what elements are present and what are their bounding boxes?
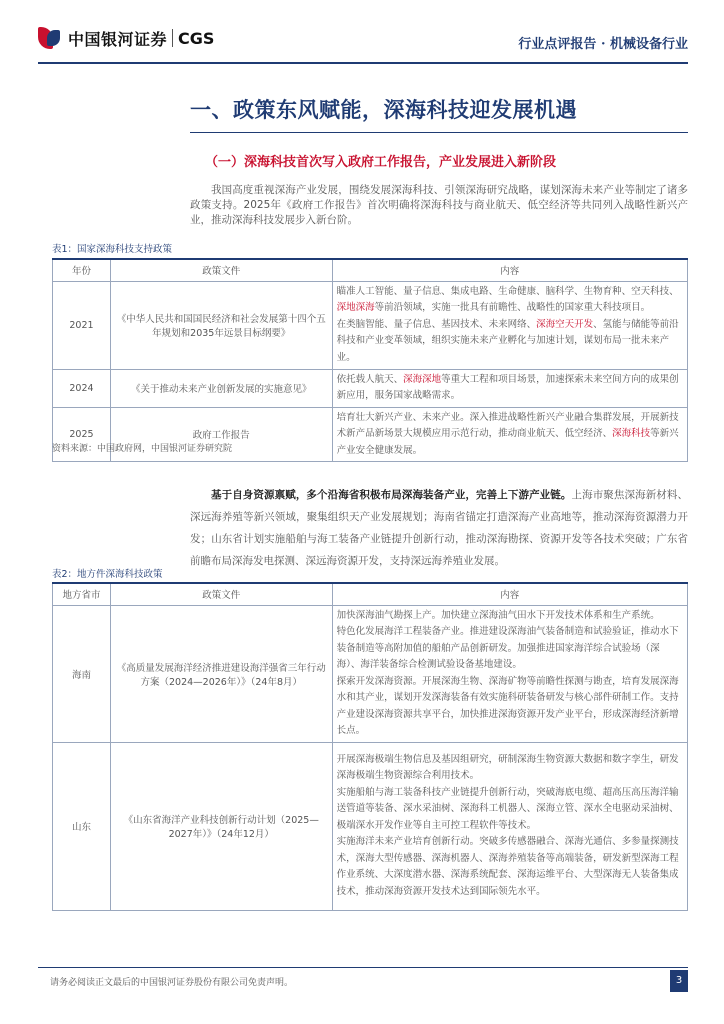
col-header-region: 地方省市: [53, 583, 111, 605]
cell-region: 山东: [53, 742, 111, 910]
cell-doc: 政府工作报告: [110, 407, 332, 462]
cell-content: 开展深海极端生物信息及基因组研究，研制深海生物资源大数据和数字孪生，研发深海极端生物资源综合利用技术。 实施船舶与海工装备科技产业链提升创新行动，突破海底电缆、超高压高压海洋输送管道等装备、深水采油树、深海科工机器人、深海立管、深水全电驱动采油树、极端深水开发作业等自主可控工程软件等技术。 实施海洋未来产业培育创新行动。突破多传感器融合、深海光通信、多参量探测技术，深海大型传感器、深海机器人、深海养殖装备等高端装备，研发新型深海工程作业系统、大深度潜水器、深海系统配套、深海运维平台、大型深海无人装备集成技术，推动深海资源开发技术达到国际领先水平。: [332, 742, 687, 910]
col-header-doc: 政策文件: [110, 583, 332, 605]
logo-text: 中国银河证券: [68, 29, 168, 49]
section-subtitle: （一）深海科技首次写入政府工作报告，产业发展进入新阶段: [205, 155, 557, 170]
page-header: [38, 26, 688, 58]
table-row: [53, 281, 688, 369]
table-row: [53, 742, 688, 910]
col-header-content: 内容: [332, 259, 687, 281]
cell-year: 2021: [53, 281, 111, 369]
cell-doc: 《山东省海洋产业科技创新行动计划（2025—2027年）》（24年12月）: [110, 742, 332, 910]
highlight-text: 深地深海: [336, 302, 375, 314]
paragraph-bold-lead: 基于自身资源禀赋，多个沿海省积极布局深海装备产业，完善上下游产业链。: [211, 489, 572, 501]
cell-year: 2025: [53, 407, 111, 462]
footer-disclaimer: 请务必阅读正文最后的中国银河证券股份有限公司免责声明。: [50, 978, 294, 988]
table1-caption: 表1：国家深海科技支持政策: [52, 244, 173, 255]
highlight-text: 深海科技: [612, 428, 651, 439]
highlight-text: 深海深地: [403, 373, 442, 385]
page-number: 3: [670, 970, 688, 992]
cell-content: 加快深海油气勘探上产。加快建立深海油气田水下开发技术体系和生产系统。 特色化发展海洋工程装备产业。推进建设深海油气装备制造和试验验证，推动水下装备制造等高附加值的船舶产品创新研发。加强推进国家海洋综合试验场（深海）、海洋装备综合检测试验设备基地建设。 探索开发深海资源。开展深海生物、深海矿物等前瞻性探测与勘查，培育发展深海水和其产业，谋划开发深海装备有效实施科研装备研发与核心部件研制工作。支持产业建设深海资源共享平台，加快推进深海资源开发产业平台，形成深海经济新增长点。: [332, 605, 687, 742]
paragraph-regional: 基于自身资源禀赋，多个沿海省积极布局深海装备产业，完善上下游产业链。上海市聚焦深海新材料、深远海养殖等新兴领域，聚集组织天产业发展规划；海南省锚定打造深海产业高地等，推动深海资源潜力开发；山东省计划实施船舶与海工装备产业链提升创新行动，推动深海勘探、资源开发等各技术突破；广东省前瞻布局深海发电探测、深远海资源开发，支持深远海养殖业发展。: [190, 489, 689, 567]
cell-content: 培育壮大新兴产业、未来产业。深入推进战略性新兴产业融合集群发展，开展新技术新产品新场景大规模应用示范行动，推动商业航天、低空经济、深海科技等新兴产业安全健康发展。: [332, 407, 687, 462]
report-type: 行业点评报告 · 机械设备行业: [518, 37, 688, 52]
cell-doc: 《关于推动未来产业创新发展的实施意见》: [110, 369, 332, 407]
paragraph-intro: 我国高度重视深海产业发展，围绕发展深海科技、引领深海研究战略，谋划深海未来产业等制定了诸多政策支持。2025年《政府工作报告》首次明确将深海科技与商业航天、低空经济等共同列入战略性新兴产业，推动深海科技发展步入新台阶。: [190, 184, 688, 226]
table-row: [53, 369, 688, 407]
table-header-row: [53, 583, 688, 605]
table1-source: 资料来源：中国政府网，中国银河证券研究院: [52, 444, 233, 454]
company-logo: [38, 26, 214, 50]
cell-doc: 《中华人民共和国国民经济和社会发展第十四个五年规划和2035年远景目标纲要》: [110, 281, 332, 369]
cell-content: 依托载人航天、深海深地等重大工程和项目场景，加速探索未来空间方向的成果创新应用，服务国家战略需求。: [332, 369, 687, 407]
cell-year: 2024: [53, 369, 111, 407]
col-header-year: 年份: [53, 259, 111, 281]
cell-content: 瞄准人工智能、量子信息、集成电路、生命健康、脑科学、生物育种、空天科技、深地深海等前沿领域，实施一批具有前瞻性、战略性的国家重大科技项目。 在类脑智能、量子信息、基因技术、未来网络、深海空天开发、氢能与储能等前沿科技和产业变革领域，组织实施未来产业孵化与加速计划，谋划布局一批未来产业。: [332, 281, 687, 369]
table-header-row: [53, 259, 688, 281]
section-divider: [190, 132, 688, 133]
col-header-content: 内容: [332, 583, 687, 605]
header-divider: [38, 62, 688, 64]
logo-divider: [172, 29, 173, 47]
highlight-text: 深海空天开发: [536, 318, 594, 330]
table2-caption: 表2：地方件深海科技政策: [52, 569, 163, 580]
cell-doc: 《高质量发展海洋经济推进建设海洋强省三年行动方案（2024—2026年）》（24年8月）: [110, 605, 332, 742]
col-header-doc: 政策文件: [110, 259, 332, 281]
table-row: [53, 605, 688, 742]
regional-policy-table: [52, 582, 688, 911]
cell-region: 海南: [53, 605, 111, 742]
national-policy-table: [52, 258, 688, 462]
logo-abbr: CGS: [178, 28, 215, 48]
logo-icon: [38, 26, 62, 50]
section-title: 一、政策东风赋能，深海科技迎发展机遇: [190, 97, 577, 122]
footer-divider: [38, 967, 688, 968]
